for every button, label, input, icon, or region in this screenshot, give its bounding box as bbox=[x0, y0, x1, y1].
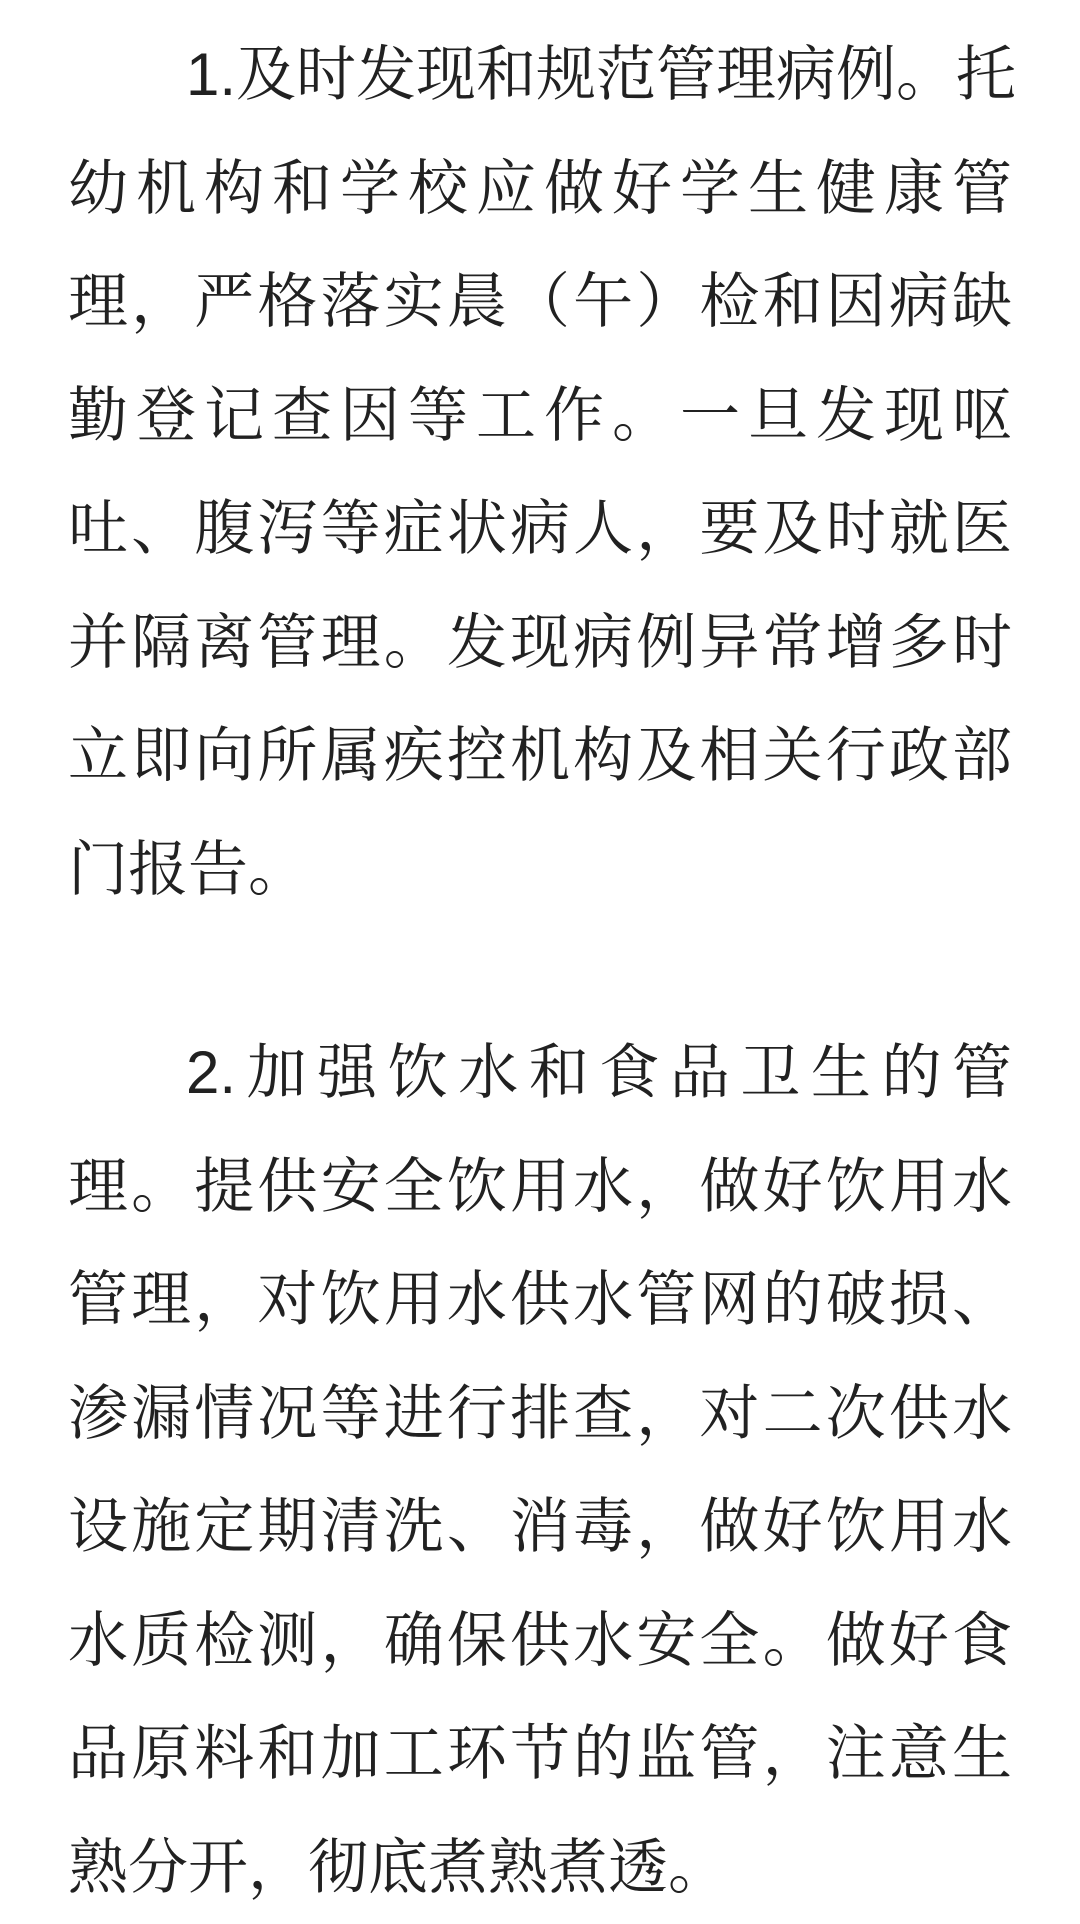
text-line: 渗漏情况等进行排查，对二次供水 bbox=[68, 1357, 1012, 1471]
text-line: 管理，对饮用水供水管网的破损、 bbox=[68, 1243, 1012, 1357]
paragraph-case-management bbox=[68, 18, 1012, 926]
text-line: 1.及时发现和规范管理病例。托 bbox=[68, 18, 1012, 132]
text-line: 理，严格落实晨（午）检和因病缺 bbox=[68, 245, 1012, 359]
text-line: 勤登记查因等工作。一旦发现呕 bbox=[68, 359, 1012, 473]
text-line: 幼机构和学校应做好学生健康管 bbox=[68, 132, 1012, 246]
text-line: 门报告。 bbox=[68, 813, 1012, 927]
text-line: 设施定期清洗、消毒，做好饮用水 bbox=[68, 1470, 1012, 1584]
text-line: 并隔离管理。发现病例异常增多时 bbox=[68, 586, 1012, 700]
paragraph-water-food-hygiene bbox=[68, 1016, 1012, 1924]
text-line: 水质检测，确保供水安全。做好食 bbox=[68, 1584, 1012, 1698]
text-line: 2.加强饮水和食品卫生的管 bbox=[68, 1016, 1012, 1130]
text-line: 品原料和加工环节的监管，注意生 bbox=[68, 1697, 1012, 1811]
text-line: 熟分开，彻底煮熟煮透。 bbox=[68, 1811, 1012, 1924]
text-line: 立即向所属疾控机构及相关行政部 bbox=[68, 699, 1012, 813]
text-line: 理。提供安全饮用水，做好饮用水 bbox=[68, 1130, 1012, 1244]
text-line: 吐、腹泻等症状病人，要及时就医 bbox=[68, 472, 1012, 586]
